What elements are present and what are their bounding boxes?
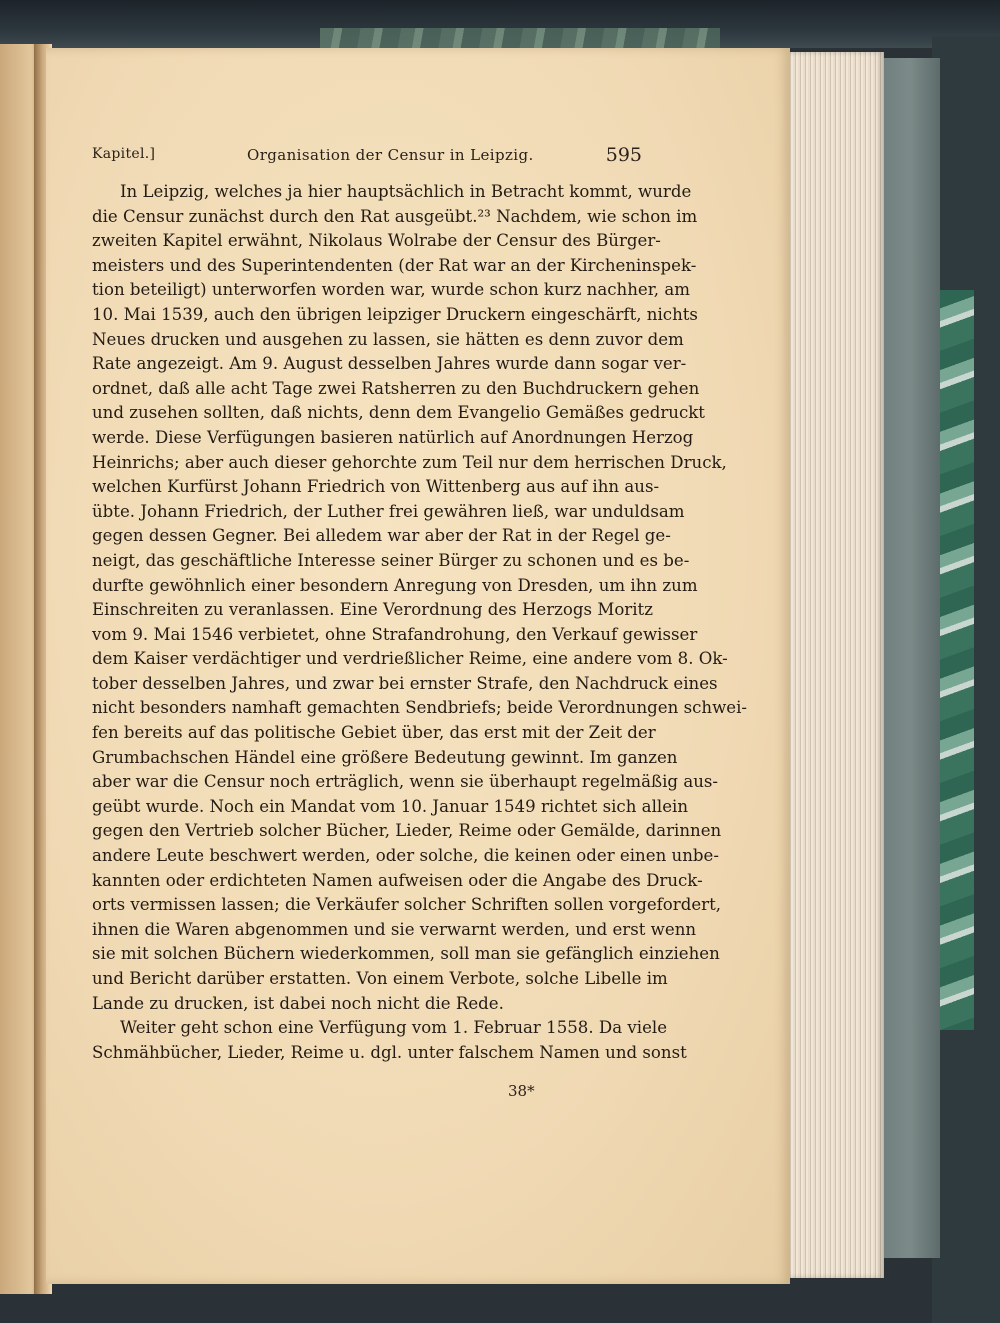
- text-line: Heinrichs; aber auch dieser gehorchte zum Teil nur dem herrischen Druck,: [92, 452, 727, 472]
- text-line: ordnet, daß alle acht Tage zwei Ratsherren zu den Buchdruckern gehen: [92, 378, 700, 398]
- text-line: Einschreiten zu veranlassen. Eine Verordnung des Herzogs Moritz: [92, 600, 653, 620]
- body-text: [92, 180, 748, 1065]
- page-stack-edges: [788, 52, 884, 1278]
- running-header: [92, 146, 642, 174]
- text-line: orts vermissen lassen; die Verkäufer solcher Schriften sollen vorgefordert,: [92, 895, 722, 915]
- text-line: In Leipzig, welches ja hier hauptsächlich in Betracht kommt, wurde: [120, 182, 692, 201]
- text-line: 10. Mai 1539, auch den übrigen leipziger Druckern eingeschärft, nichts: [92, 304, 698, 324]
- text-line: gegen den Vertrieb solcher Bücher, Lieder, Reime oder Gemälde, darinnen: [92, 821, 722, 841]
- text-line: tober desselben Jahres, und zwar bei ernster Strafe, den Nachdruck eines: [92, 673, 718, 693]
- chapter-label: Kapitel.]: [92, 146, 156, 162]
- text-line: und zusehen sollten, daß nichts, denn dem Evangelio Gemäßes gedruckt: [92, 403, 705, 423]
- text-line: welchen Kurfürst Johann Friedrich von Wittenberg aus auf ihn aus-: [92, 477, 660, 497]
- text-line: kannten oder erdichteten Namen aufweisen oder die Angabe des Druck-: [92, 870, 703, 890]
- marbled-edge-top: [320, 28, 720, 50]
- text-line: geübt wurde. Noch ein Mandat vom 10. Januar 1549 richtet sich allein: [92, 796, 689, 816]
- text-line: die Censur zunächst durch den Rat ausgeübt.²³ Nachdem, wie schon im: [92, 206, 698, 226]
- text-line: zweiten Kapitel erwähnt, Nikolaus Wolrabe der Censur des Bürger-: [92, 231, 661, 251]
- text-line: meisters und des Superintendenten (der Rat war an der Kircheninspek-: [92, 255, 697, 275]
- signature-mark: 38*: [508, 1082, 535, 1100]
- text-line: nicht besonders namhaft gemachten Sendbriefs; beide Verordnungen schwei-: [92, 698, 748, 718]
- text-line: vom 9. Mai 1546 verbietet, ohne Strafandrohung, den Verkauf gewisser: [92, 624, 698, 644]
- text-line: Grumbachschen Händel eine größere Bedeutung gewinnt. Im ganzen: [92, 747, 678, 767]
- text-line: Schmähbücher, Lieder, Reime u. dgl. unter falschem Namen und sonst: [92, 1042, 687, 1062]
- grey-endpaper: [880, 58, 940, 1258]
- text-line: ihnen die Waren abgenommen und sie verwarnt werden, und erst wenn: [92, 919, 697, 939]
- text-line: Lande zu drucken, ist dabei noch nicht die Rede.: [92, 993, 504, 1013]
- text-line: dem Kaiser verdächtiger und verdrießlicher Reime, eine andere vom 8. Ok-: [92, 649, 728, 669]
- text-line: tion beteiligt) unterworfen worden war, wurde schon kurz nachher, am: [92, 280, 690, 300]
- text-line: aber war die Censur noch erträglich, wenn sie überhaupt regelmäßig aus-: [92, 772, 719, 792]
- text-line: gegen dessen Gegner. Bei alledem war aber der Rat in der Regel ge-: [92, 526, 671, 546]
- text-line: werde. Diese Verfügungen basieren natürlich auf Anordnungen Herzog: [92, 427, 694, 447]
- text-line: durfte gewöhnlich einer besondern Anregung von Dresden, um ihn zum: [92, 575, 698, 595]
- text-line: neigt, das geschäftliche Interesse seiner Bürger zu schonen und es be-: [92, 550, 690, 570]
- text-line: Neues drucken und ausgehen zu lassen, sie hätten es denn zuvor dem: [92, 329, 684, 349]
- text-line: fen bereits auf das politische Gebiet über, das erst mit der Zeit der: [92, 723, 656, 743]
- marbled-cover-right: [938, 290, 974, 1030]
- page-number: 595: [605, 144, 642, 166]
- text-line: übte. Johann Friedrich, der Luther frei gewähren ließ, war unduldsam: [92, 501, 685, 521]
- text-line: Weiter geht schon eine Verfügung vom 1. Februar 1558. Da viele: [120, 1018, 668, 1038]
- text-line: und Bericht darüber erstatten. Von einem Verbote, solche Libelle im: [92, 969, 668, 988]
- running-title: Organisation der Censur in Leipzig.: [247, 146, 534, 164]
- text-line: sie mit solchen Büchern wiederkommen, soll man sie gefänglich einziehen: [92, 944, 720, 964]
- text-line: Rate angezeigt. Am 9. August desselben Jahres wurde dann sogar ver-: [92, 354, 687, 374]
- text-line: andere Leute beschwert werden, oder solche, die keinen oder einen unbe-: [92, 846, 719, 866]
